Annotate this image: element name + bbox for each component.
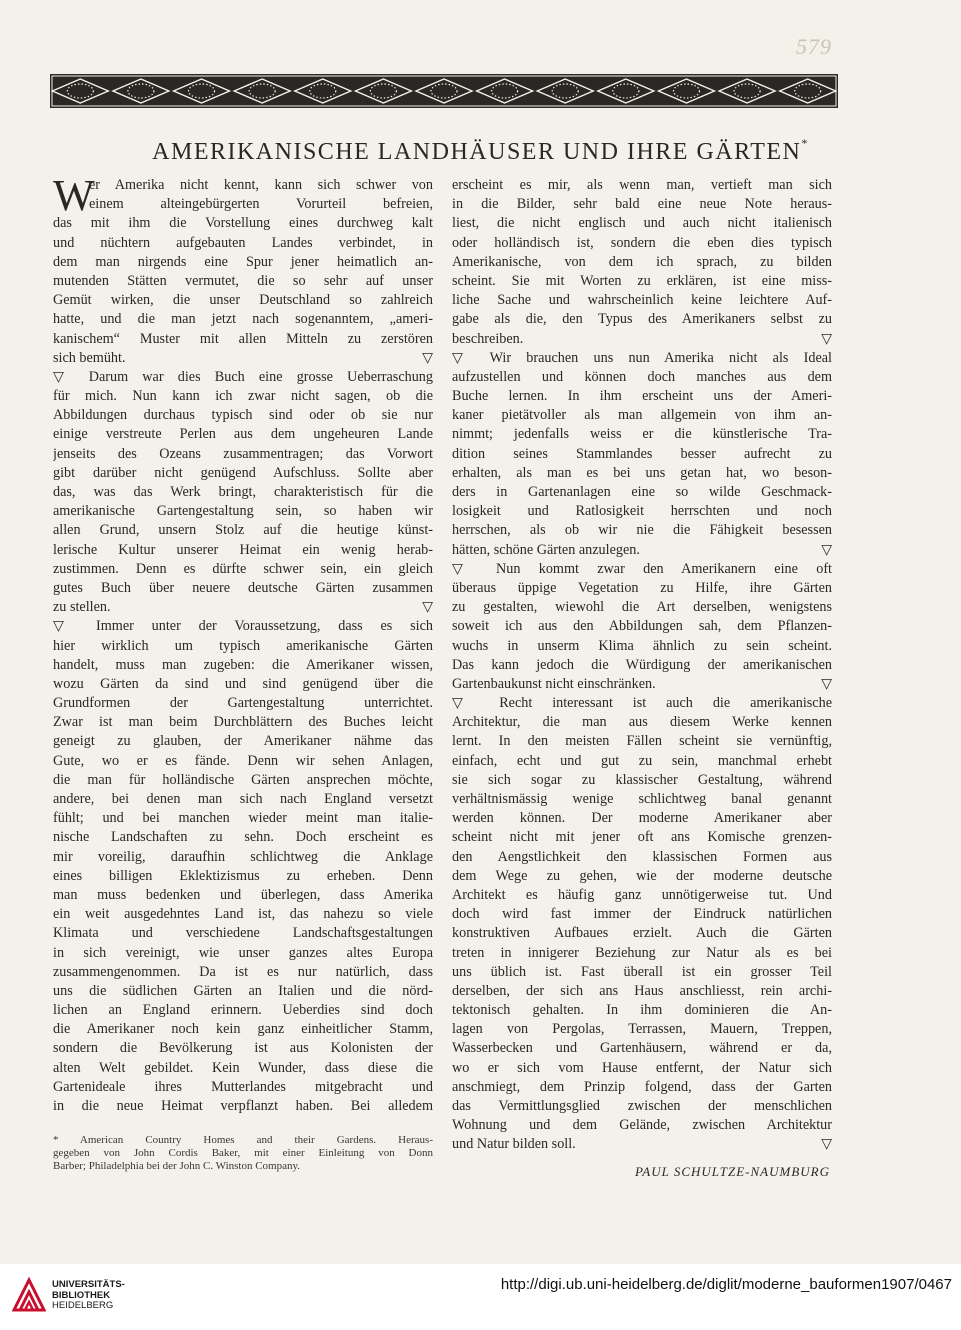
footnote [53,1134,433,1173]
text-line: dition seines Stammlandes besser aufrecht zu [452,445,832,462]
footnote-line: gegeben von John Cordis Baker, mit einer Einleitung von Donn [53,1147,433,1159]
text-line: doch wird fast immer der Eindruck natürlichen [452,906,832,923]
text-line: liest, die nicht englisch und auch nicht italienisch [452,215,832,232]
text-line: ders in Gartenanlagen eine so wilde Geschmack- [452,484,832,500]
text-line: derselben, der sich ans Haus anschliesst, rein archi- [452,982,832,999]
text-line: hätten, schöne Gärten anzulegen. ▽ [452,541,832,560]
text-line: er Amerika nicht kennt, kann sich schwer von [89,177,433,193]
text-line: erhalten, als man es bei uns getan hat, wo beson- [452,464,832,481]
text-line: andere, bei denen man sich nach England versetzt [53,791,433,807]
text-line: zustimmen. Denn es dürfte schwer sein, ein gleich [53,560,433,577]
text-line: in die neue Heimat verpflanzt haben. Bei alledem [53,1098,433,1114]
text-line: ▽ Immer unter der Voraussetzung, dass es sich [53,618,433,635]
section-end-triangle: ▽ [821,331,832,347]
article-title: AMERIKANISCHE LANDHÄUSER UND IHRE GÄRTEN* [152,136,809,165]
text-line: und Natur bilden soll. ▽ [452,1135,832,1154]
text-line: Zwar ist man beim Durchblättern des Buches leicht [53,714,433,731]
library-logo-icon [12,1276,46,1312]
text-line: lernt. In den meisten Fällen scheint sie vernünftig, [452,733,832,750]
text-line: uns die südlichen Gärten an Italien und die nörd- [53,982,433,999]
text-line: sondern die Bevölkerung ist aus Kolonisten der [53,1040,433,1057]
text-line: mutenden Stätten vermutet, die so sehr auf unser [53,272,433,289]
text-line: Das kann jedoch die Würdigung der amerikanischen [452,656,832,673]
text-line: kanischem“ Muster mit allen Mitteln zu zerstören [53,330,433,347]
text-line: sich bemüht. ▽ [53,349,433,368]
text-line: ein weit ausgedehntes Land ist, das nahezu so viele [53,906,433,923]
page-number: 579 [796,36,832,58]
text-line: soweit ich aus den Abbildungen sah, dem Pflanzen- [452,618,832,635]
text-line: hier wirklich um typisch amerikanische Gärten [53,637,433,654]
text-line: gabe als die, den Typus des Amerikaners selbst zu [452,311,832,328]
text-line: Wohnung und dem Gelände, zwischen Architektur [452,1117,832,1134]
text-line: den Aengstlichkeit den klassischen Formen aus [452,848,832,865]
text-line: ▽ Nun kommt zwar den Amerikanern eine oft [452,560,832,577]
text-line: kaner pietätvoller als man allgemein von ihm an- [452,407,832,424]
author-signature: PAUL SCHULTZE-NAUMBURG [635,1164,830,1179]
text-line: ▽ Recht interessant ist auch die amerikanische [452,695,832,712]
text-line: das Vermittlungsglied zwischen der menschlichen [452,1098,832,1114]
text-line: lerische Kultur unserer Heimat ein wenig herab- [53,541,433,558]
text-line: das mit ihm die Vorstellung eines durchweg kalt [53,215,433,232]
text-line: man muss bedenken und überlegen, dass Amerika [53,886,433,903]
text-line: ▽ Wir brauchen uns nun Amerika nicht als Ideal [452,349,832,366]
text-line: ▽ Darum war dies Buch eine grosse Ueberraschung [53,368,433,385]
text-line: und nüchtern aufgebauten Landes verbindet, in [53,234,433,251]
text-line: erscheint es mir, als wenn man, vertieft man sich [452,177,832,193]
text-line: Klimata und verschiedene Landschaftsgestaltungen [53,925,433,942]
text-line: Buche lernen. In ihm erscheint uns der Ameri- [452,388,832,405]
text-line: dem man nirgends eine Spur jener heimatlich an- [53,253,433,270]
text-line: amerikanische Gartengestaltung sein, so haben wir [53,503,433,520]
text-line: konstruktiven Aufbaues erzielt. Auch die Gärten [452,925,832,942]
source-url-link[interactable]: http://digi.ub.uni-heidelberg.de/diglit/moderne_bauformen1907/0467 [500,1276,952,1293]
text-line: losigkeit und Ratlosigkeit herrschten und noch [452,503,832,520]
text-line: zusammengenommen. Da ist es nur natürlich, dass [53,963,433,980]
text-line: in die Bilder, sehr bald eine neue Note heraus- [452,196,832,213]
text-line: überaus üppige Vegetation zu Hilfe, ihre Gärten [452,579,832,596]
text-line: einfach, echt und gut zu sein, manchmal erhebt [452,752,832,769]
text-line: scheint. Sie mit Worten zu erklären, ist eine miss- [452,272,832,289]
footnote-marker: * [801,136,809,150]
ornamental-border-band [50,74,838,108]
text-line: fühlt; und bei manchen wieder meint man italie- [53,810,433,827]
text-line: wo er sich vom Hause entfernt, der Natur sich [452,1059,832,1076]
left-column [53,171,433,1116]
text-line: Wasserbecken und Gartenhäusern, während er da, [452,1040,832,1057]
text-line: lagen von Pergolas, Terrassen, Mauern, Treppen, [452,1021,832,1038]
footnote-line: * American Country Homes and their Gardens. Heraus- [53,1134,433,1146]
text-line: treten in innigerer Beziehung zur Natur als es bei [452,944,832,961]
text-line: Gartenideale ihres Mutterlandes mitgebracht und [53,1078,433,1095]
text-line: Amerikanische, von dem ich sprach, zu bilden [452,253,832,270]
text-line: für mich. Nun kann ich zwar nicht sagen, ob die [53,388,433,405]
section-end-triangle: ▽ [422,600,433,616]
text-line: zu stellen. ▽ [53,598,433,617]
footnote-line: Barber; Philadelphia bei der John C. Winston Company. [53,1160,301,1172]
text-line: Gute, wo er es fände. Denn wir sehen Anlagen, [53,752,433,769]
text-line: Abbildungen durchaus typisch sind oder ob sie nur [53,407,433,424]
text-line: einem alteingebürgerten Vorurteil befreien, [89,196,433,213]
text-line: liche Sache und wahrscheinlich keine leichtere Auf- [452,292,832,309]
text-line: zu gestalten, wiewohl die Art derselben, wenigstens [452,599,832,616]
text-line: oder holländisch ist, sondern die eben dies typisch [452,234,832,251]
text-line: nische Landschaften zu sehn. Doch erscheint es [53,829,433,846]
section-end-triangle: ▽ [821,542,832,558]
text-line: jenseits des Ozeans zusammentragen; das Vorwort [53,445,433,462]
text-line: eines billigen Eklektizismus zu erheben. Denn [53,867,433,884]
text-line: beschreiben. ▽ [452,330,832,349]
text-line: alten Welt gebildet. Kein Wunder, dass diese die [53,1059,433,1076]
text-line: Architekt es häufig ganz unnötigerweise tut. Und [452,886,832,903]
text-line: scheint nicht mit jener oft ans Komische grenzen- [452,829,832,846]
text-line: die Amerikaner noch kein ganz einheitlicher Stamm, [53,1021,433,1038]
text-line: Gartenbaukunst nicht einschränken. ▽ [452,675,832,694]
library-logo-text: UNIVERSITÄTS- BIBLIOTHEK HEIDELBERG [52,1279,125,1311]
library-logo[interactable] [12,1276,152,1316]
text-line: werden können. Der moderne Amerikaner aber [452,810,832,827]
text-line: mir voreilig, daraufhin schlichtweg die Anklage [53,848,433,865]
text-line: aufzustellen und können doch manches aus dem [452,368,832,385]
text-line: handelt, muss man zugeben: die Amerikaner wissen, [53,656,433,673]
text-line: gibt darüber nicht genügend Aufschluss. Sollte aber [53,464,433,481]
text-line: allen Grund, unsern Stolz auf die heutige künst- [53,522,433,539]
text-line: gutes Buch über neuere deutsche Gärten zusammen [53,579,433,596]
drop-cap: W [53,171,95,220]
text-line: herrschen, als ob wir nie die Fähigkeit besessen [452,522,832,539]
text-line: in sich vereinigt, wie unser ganzes altes Europa [53,944,433,961]
text-line: anschmiegt, dem Prinzip folgend, dass der Garten [452,1078,832,1095]
section-end-triangle: ▽ [422,350,433,366]
text-line: nimmt; jedenfalls weiss er die künstlerische Tra- [452,426,832,443]
text-line: einige verstreute Perlen aus dem ungeheuren Lande [53,426,433,443]
text-line: geneigt zu glauben, der Amerikaner nähme das [53,733,433,750]
text-line: wuchs in unserm Klima ähnlich zu sein scheint. [452,637,832,654]
text-line: hatte, und die man jetzt nach sogenanntem, „ameri- [53,311,433,328]
text-line: sie sich sogar zu klassischer Gestaltung, während [452,771,832,788]
text-line: das, was das Werk bringt, charakteristisch für die [53,484,433,500]
text-line: tektonisch gehalten. In ihm dominieren die An- [452,1002,832,1019]
text-line: lichen an England erinnern. Ueberdies sind doch [53,1002,433,1019]
text-line: dem Wege zu gehen, wie der moderne deutsche [452,867,832,884]
text-line: Architektur, die man aus diesem Werke kennen [452,714,832,731]
section-end-triangle: ▽ [821,1137,832,1153]
section-end-triangle: ▽ [821,676,832,692]
right-column [452,176,832,1155]
text-line: Gemüt wirken, die unser Deutschland so zahlreich [53,292,433,309]
text-line: verhältnismässig wenige schlichtweg banal genannt [452,791,832,807]
text-line: die man für holländische Gärten ansprechen möchte, [53,771,433,788]
text-line: wozu Gärten da sind und sind genügend über die [53,675,433,692]
text-line: uns üblich ist. Fast überall ist ein grosser Teil [452,963,832,980]
text-line: Grundformen der Gartengestaltung unterrichtet. [53,695,433,712]
